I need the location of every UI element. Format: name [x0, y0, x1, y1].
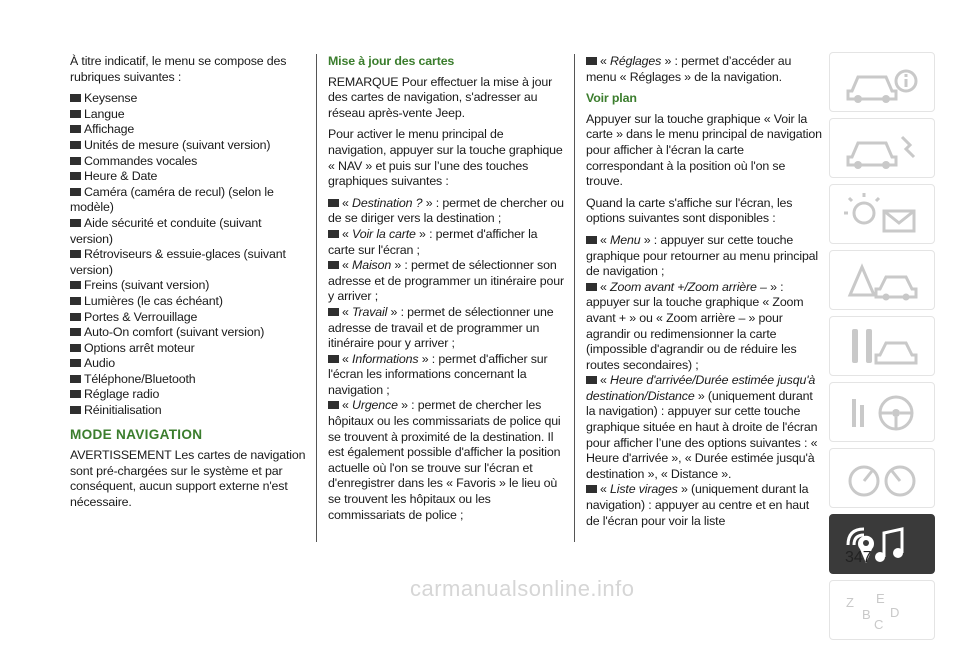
list-item: Keysense — [70, 91, 306, 107]
list-item: Portes & Verrouillage — [70, 310, 306, 326]
list-item: Affichage — [70, 122, 306, 138]
list-item: « Liste virages » (uniquement durant la navigation) : appuyer au centre et en haut de l'écran pour voir la liste — [586, 482, 810, 528]
bullet-icon — [70, 359, 81, 367]
bullet-icon — [586, 236, 597, 244]
view-map-paragraph: Appuyer sur la touche graphique « Voir la carte » dans le menu principal de navigation pour afficher à l'écran la carte correspondant à la position où l'on se trouve. — [586, 111, 822, 189]
bullet-icon — [328, 355, 339, 363]
nav-buttons-list — [328, 196, 564, 523]
list-item: « Informations » : permet d'afficher sur l'écran les informations concernant la navigation ; — [328, 351, 548, 397]
column-2 — [328, 54, 564, 523]
svg-text:E: E — [876, 591, 885, 606]
section-title-navigation-mode: MODE NAVIGATION — [70, 426, 203, 442]
bullet-icon — [70, 406, 81, 414]
menu-items-list — [70, 91, 306, 418]
bullet-icon — [70, 375, 81, 383]
list-item: Réinitialisation — [70, 403, 306, 419]
breakdown-icon — [840, 259, 926, 303]
tab-maintenance[interactable] — [829, 316, 935, 376]
car-info-icon — [840, 61, 926, 105]
bullet-icon — [70, 141, 81, 149]
list-item: « Voir la carte » : permet d'afficher la carte sur l'écran ; — [328, 226, 538, 257]
dashboard-icon — [840, 457, 926, 501]
bullet-icon — [70, 297, 81, 305]
index-icon — [840, 589, 926, 633]
bullet-icon — [70, 110, 81, 118]
tab-warning-lights[interactable] — [829, 184, 935, 244]
list-item: « Zoom avant +/Zoom arrière – » : appuyer sur la touche graphique « Zoom avant + » ou « Zoom arrière – » pour agrandir ou redimensionner la carte (impossible d'agrandir ou de réduire les routes secondaires) ; — [586, 279, 804, 372]
bullet-icon — [328, 230, 339, 238]
car-controls-icon — [840, 127, 926, 171]
list-item-settings: « Réglages » : permet d’accéder au menu « Réglages » de la navigation. — [586, 54, 792, 84]
bullet-icon — [328, 261, 339, 269]
list-item: « Urgence » : permet de chercher les hôpitaux ou les commissariats de police qui se trouvent à proximité de la destination. Il est également possible d'afficher la position actuelle où l'on se trouve sur l'écran et d'enregistrer dans les « Favoris » le lieu où se trouvent les hôpitaux ou les commissariats de police ; — [328, 398, 561, 522]
list-item: Rétroviseurs & essuie-glaces (suivant version) — [70, 247, 286, 277]
bullet-icon — [586, 376, 597, 384]
section-title-map-update: Mise à jour des cartes — [328, 54, 455, 68]
bullet-icon — [70, 281, 81, 289]
bullet-icon — [70, 313, 81, 321]
bullet-icon — [586, 485, 597, 493]
svg-text:D: D — [890, 605, 900, 620]
bullet-icon — [70, 188, 81, 196]
list-item: Caméra (caméra de recul) (selon le modèle) — [70, 184, 274, 215]
bullet-icon — [70, 344, 81, 352]
tab-car-controls[interactable] — [829, 118, 935, 178]
bullet-icon — [70, 94, 81, 102]
bullet-icon — [70, 250, 81, 258]
column-divider — [316, 54, 317, 542]
list-item: Commandes vocales — [70, 154, 306, 170]
list-item: « Maison » : permet de sélectionner son adresse et de programmer un itinéraire pour y arriver ; — [328, 258, 564, 304]
warning-lights-icon — [840, 193, 926, 237]
maintenance-icon — [840, 325, 926, 369]
list-item: « Heure d'arrivée/Durée estimée jusqu'à destination/Distance » (uniquement durant la navigation) : appuyer sur cette touche graphique située en haut à droite de l'écran pour afficher l’une des options suivantes : « Heure d'arrivée », « Durée estimée jusqu'à destination », « Distance ». — [586, 373, 818, 481]
section-title-view-map: Voir plan — [586, 91, 637, 106]
bullet-icon — [70, 157, 81, 165]
tab-dashboard[interactable] — [829, 448, 935, 508]
list-item: Unités de mesure (suivant version) — [70, 138, 306, 154]
bullet-icon — [328, 401, 339, 409]
tab-car-info[interactable] — [829, 52, 935, 112]
list-item: Téléphone/Bluetooth — [70, 372, 306, 388]
bullet-icon — [586, 283, 597, 291]
bullet-icon — [70, 390, 81, 398]
bullet-icon — [70, 125, 81, 133]
list-item: « Destination ? » : permet de chercher ou de se diriger vers la destination ; — [328, 195, 564, 226]
tab-breakdown[interactable] — [829, 250, 935, 310]
list-item: Audio — [70, 356, 306, 372]
list-item: Langue — [70, 107, 306, 123]
list-item: Lumières (le cas échéant) — [70, 294, 306, 310]
list-item: Options arrêt moteur — [70, 341, 306, 357]
options-intro: Quand la carte s'affiche sur l'écran, les options suivantes sont disponibles : — [586, 195, 793, 226]
bullet-icon — [70, 219, 81, 227]
page-number: 347 — [845, 549, 872, 566]
bullet-icon — [70, 328, 81, 336]
list-item: Auto-On comfort (suivant version) — [70, 325, 306, 341]
map-update-note: REMARQUE Pour effectuer la mise à jour des cartes de navigation, s'adresser au réseau après-vente Jeep. — [328, 74, 553, 120]
bullet-icon — [328, 308, 339, 316]
svg-text:B: B — [862, 607, 871, 622]
nav-menu-intro: Pour activer le menu principal de navigation, appuyer sur la touche graphique « NAV » et puis sur l’une des touches graphiques suivantes : — [328, 127, 563, 189]
map-options-list — [586, 233, 822, 529]
list-item: Aide sécurité et conduite (suivant version) — [70, 215, 262, 246]
menu-intro: À titre indicatif, le menu se compose des rubriques suivantes : — [70, 54, 287, 84]
svg-text:Z: Z — [846, 595, 854, 610]
bullet-icon — [328, 199, 339, 207]
tab-safety[interactable] — [829, 382, 935, 442]
list-item: « Menu » : appuyer sur cette touche graphique pour retourner au menu principal de navigation ; — [586, 232, 819, 279]
svg-text:C: C — [874, 617, 884, 632]
bullet-icon — [586, 57, 597, 65]
steering-wheel-icon — [840, 391, 926, 435]
column-divider — [574, 54, 575, 542]
tab-index[interactable] — [829, 580, 935, 640]
list-item: Réglage radio — [70, 387, 306, 403]
list-item: Freins (suivant version) — [70, 278, 306, 294]
watermark: carmanualsonline.info — [410, 576, 635, 601]
column-1 — [70, 54, 306, 517]
list-item: « Travail » : permet de sélectionner une adresse de travail et de programmer un itinéraire pour y arriver ; — [328, 304, 554, 351]
navigation-warning: AVERTISSEMENT Les cartes de navigation sont pré-chargées sur le système et par conséquent, aucun support externe n'est nécessaire. — [70, 448, 306, 510]
list-item: Heure & Date — [70, 169, 306, 185]
column-3 — [586, 54, 822, 529]
bullet-icon — [70, 172, 81, 180]
